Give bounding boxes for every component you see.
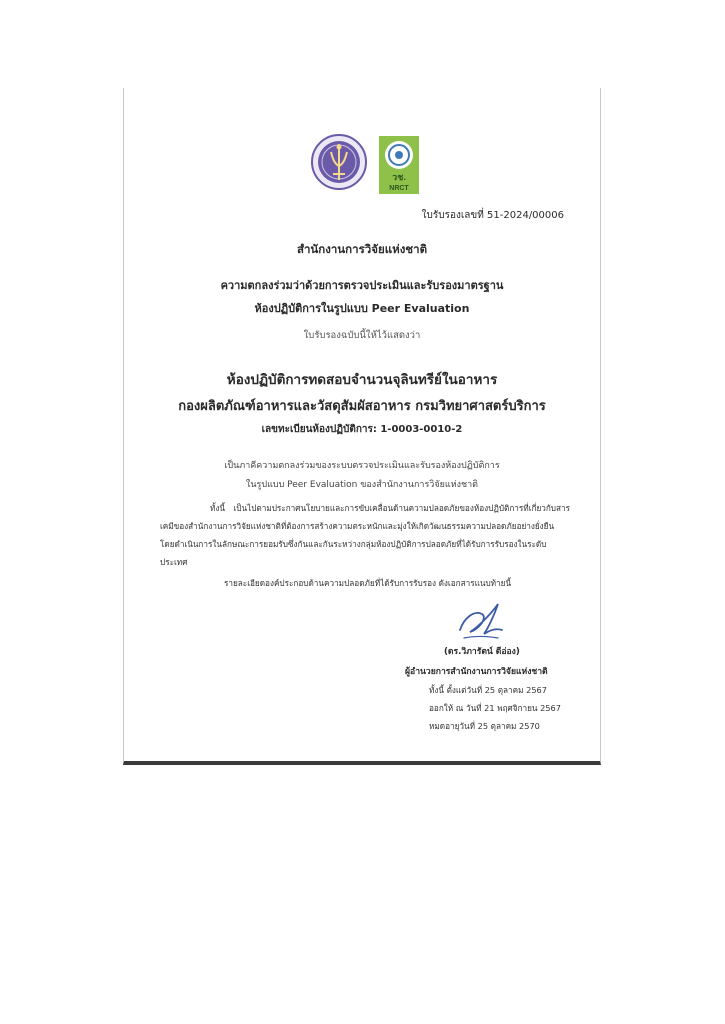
- certify-intro: ใบรับรองฉบับนี้ให้ไว้แสดงว่า: [303, 330, 421, 341]
- agreement-line-1: ความตกลงร่วมว่าด้วยการตรวจประเมินและรับรองมาตรฐาน: [220, 279, 504, 292]
- signature-icon: [454, 600, 506, 644]
- certificate-page: [123, 88, 601, 765]
- membership-line-2: ในรูปแบบ Peer Evaluation ของสำนักงานการวิจัยแห่งชาติ: [245, 480, 479, 490]
- membership-line-1: เป็นภาคีความตกลงร่วมของระบบตรวจประเมินและรับรองห้องปฏิบัติการ: [224, 461, 500, 471]
- rtd-logo-icon: [310, 133, 368, 191]
- certificate-number: ใบรับรองเลขที่ 51-2024/00006: [421, 210, 564, 221]
- detail-note: รายละเอียดองค์ประกอบด้านความปลอดภัยที่ได้รับการรับรอง ดังเอกสารแนบท้ายนี้: [224, 578, 512, 588]
- signer-position: ผู้อำนวยการสำนักงานการวิจัยแห่งชาติ: [405, 667, 548, 677]
- policy-paragraph: ทั้งนี้ เป็นไปตามประกาศนโยบายและการขับเคลื่อนด้านความปลอดภัยของห้องปฏิบัติการที่เกี่ยวกับสารเคมีของสำนักงานการวิจัยแห่งชาติที่ต้องการสร้างความตระหนักและมุ่งให้เกิดวัฒนธรรมความปลอดภัยอย่างยั่งยืน โดยดำเนินการในลักษณะการยอมรับซึ่งกันและกันระหว่างกลุ่มห้องปฏิบัติการปลอดภัยที่ได้รับการรับรองในระดับประเทศ: [160, 503, 570, 567]
- signer-name: (ดร.วิภารัตน์ ดีอ่อง): [444, 647, 520, 657]
- effective-date: ทั้งนี้ ตั้งแต่วันที่ 25 ตุลาคม 2567: [429, 685, 547, 695]
- nrct-logo-text: วช.: [392, 172, 406, 182]
- nrct-logo-icon: [379, 136, 419, 194]
- issued-date: ออกให้ ณ วันที่ 21 พฤศจิกายน 2567: [429, 703, 561, 713]
- expiry-date: หมดอายุวันที่ 25 ตุลาคม 2570: [429, 721, 540, 731]
- lab-name: ห้องปฏิบัติการทดสอบจำนวนจุลินทรีย์ในอาหาร: [226, 372, 498, 388]
- lab-registration: เลขทะเบียนห้องปฏิบัติการ: 1-0003-0010-2: [261, 424, 463, 435]
- lab-department: กองผลิตภัณฑ์อาหารและวัสดุสัมผัสอาหาร กรมวิทยาศาสตร์บริการ: [178, 399, 546, 414]
- agreement-line-2: ห้องปฏิบัติการในรูปแบบ Peer Evaluation: [254, 302, 470, 315]
- nrct-logo-sub: NRCT: [389, 185, 409, 192]
- agency-title: สำนักงานการวิจัยแห่งชาติ: [296, 242, 428, 256]
